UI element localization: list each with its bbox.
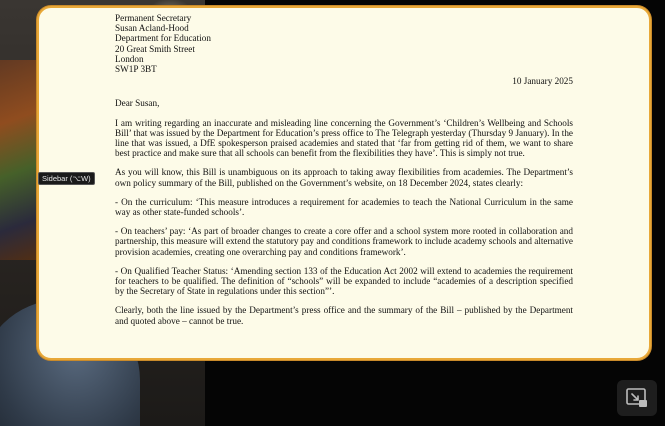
address-line: London: [115, 53, 144, 64]
letter-paragraph: - On teachers’ pay: ‘As part of broader changes to create a core offer and a school system more rooted in collaboration and partnership, this measure will extend the statutory pay and conditions framework to include academy schools and alternative provision academies, creating one overarching pay and conditions framework’.: [115, 226, 573, 257]
recipient-address: [115, 13, 573, 74]
letter-paragraph: I am writing regarding an inaccurate and misleading line concerning the Government’s ‘Children’s Wellbeing and Schools Bill’ that was issued by the Department for Education’s press office to The Telegraph yesterday (Thursday 9 January). In the line that was issued, a DfE spokesperson praised academies and stated that ‘far from getting rid of them, we want to share best practice and make sure that all schools can benefit from the flexibilities they have’. This is simply not true.: [115, 117, 573, 159]
address-line: Department for Education: [115, 33, 211, 44]
letter-paragraph: - On Qualified Teacher Status: ‘Amending section 133 of the Education Act 2002 will extend to academies the requirement for teachers to be qualified. The definition of “schools” will be expanded to include “academies of a description specified by the Secretary of State in regulations under this section”’.: [115, 265, 573, 297]
letter-body: [115, 13, 573, 326]
address-line: 20 Great Smith Street: [115, 43, 195, 54]
letter-date: 10 January 2025: [512, 76, 573, 87]
address-line: Permanent Secretary: [115, 13, 192, 23]
letter-paragraph: - On the curriculum: ‘This measure introduces a requirement for academies to teach the National Curriculum in the same way as other state-funded schools’.: [115, 196, 573, 218]
letter-paragraph: Clearly, both the line issued by the Department’s press office and the summary of the Bill – published by the Department and quoted above – cannot be true.: [115, 305, 573, 326]
salutation: Dear Susan,: [115, 98, 160, 109]
sidebar-tooltip: Sidebar (⌥W): [38, 172, 95, 185]
picture-in-picture-button[interactable]: [617, 380, 657, 416]
letter-document: [37, 6, 651, 360]
picture-in-picture-icon: [625, 387, 649, 409]
letter-paragraph: As you will know, this Bill is unambiguous on its approach to taking away flexibilities from academies. The Department’s own policy summary of the Bill, published on the Government’s website, on 18 December 2024, states clearly:: [115, 167, 573, 188]
background-painting: [0, 60, 42, 260]
address-line: SW1P 3BT: [115, 64, 157, 75]
address-line: Susan Acland-Hood: [115, 23, 189, 34]
